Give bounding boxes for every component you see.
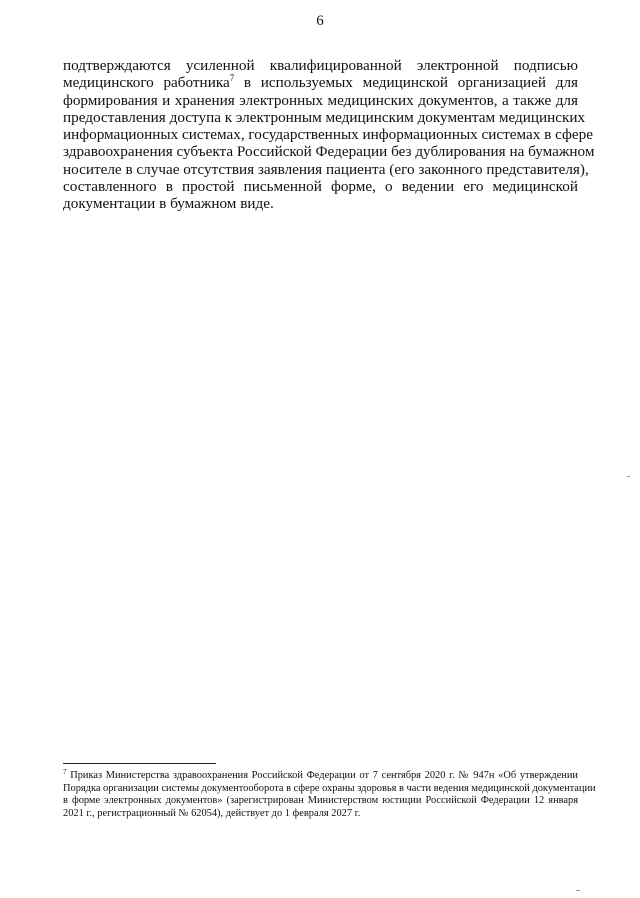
footnote-line: в форме электронных документов» (зарегистрирован Министерством юстиции Российской Федерации 12 января — [63, 795, 578, 807]
body-line: документации в бумажном виде. — [63, 195, 274, 213]
body-line: здравоохранения субъекта Российской Федерации без дублирования на бумажном — [63, 143, 595, 161]
body-line: составленного в простой письменной форме, о ведении его медицинской — [63, 178, 578, 196]
footnote-line: Порядка организации системы документооборота в сфере охраны здоровья в части ведения медицинской документации — [63, 782, 596, 794]
footnote-line: 2021 г., регистрационный № 62054), действует до 1 февраля 2027 г. — [63, 807, 361, 819]
body-line-fragment: в используемых медицинской организацией для — [243, 74, 579, 92]
footnote-line — [63, 770, 578, 783]
body-line-with-footnote — [63, 74, 578, 91]
scan-artifact — [627, 476, 630, 477]
footnote-reference: 7 — [229, 73, 235, 84]
body-line-fragment: медицинского работника — [63, 74, 230, 92]
footnote-line-text: Приказ Министерства здравоохранения Российской Федерации от 7 сентября 2020 г. № 947н «Об утверждении — [70, 770, 578, 781]
body-line: подтверждаются усиленной квалифицированной электронной подписью — [63, 57, 578, 74]
body-paragraph — [63, 57, 595, 213]
body-line: предоставления доступа к электронным медицинским документам медицинских — [63, 108, 586, 126]
body-line: формирования и хранения электронных медицинских документов, а также для — [63, 91, 578, 109]
page-number: 6 — [316, 13, 324, 29]
footnote-marker: 7 — [63, 768, 67, 776]
footnote — [63, 768, 596, 820]
body-line: носителе в случае отсутствия заявления пациента (его законного представителя), — [63, 160, 589, 178]
body-line: информационных системах, государственных информационных системах в сфере — [63, 126, 593, 144]
footnote-separator — [63, 763, 216, 764]
scan-artifact — [576, 890, 580, 891]
